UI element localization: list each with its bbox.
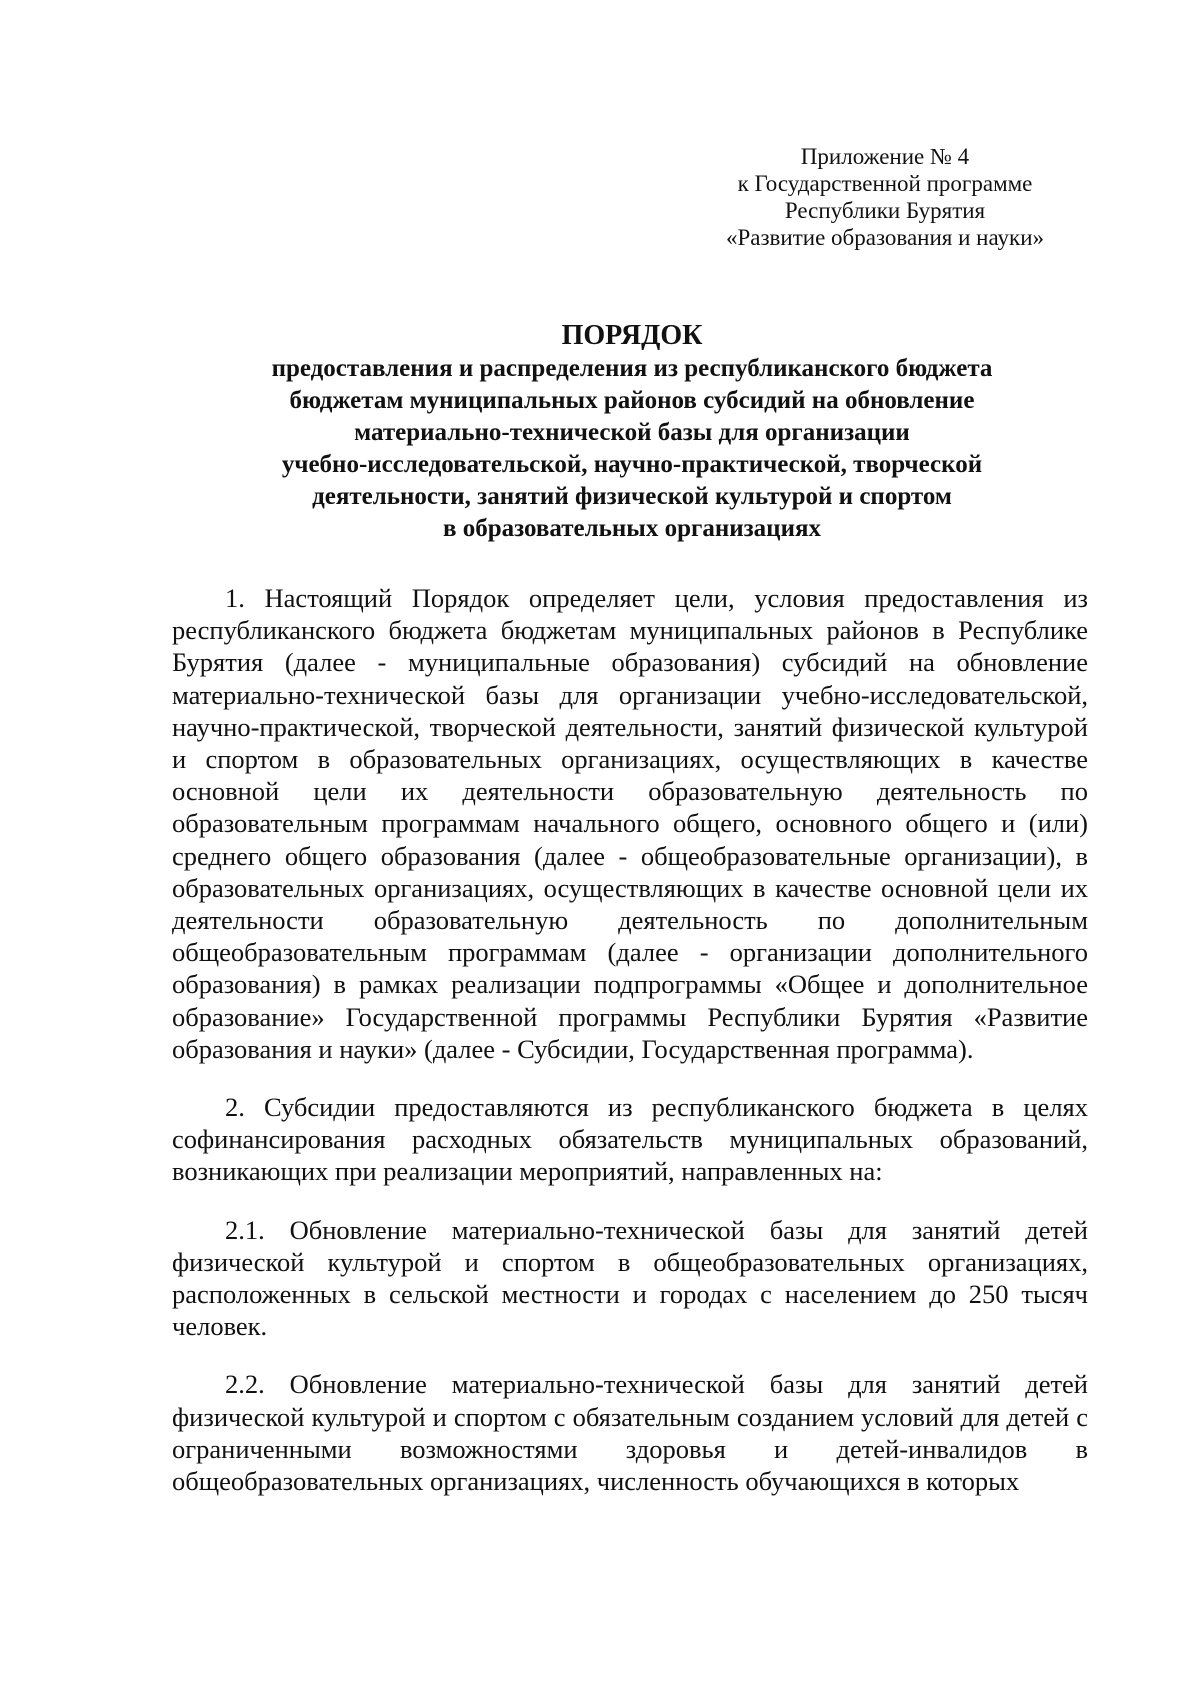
title-line: в образовательных организациях <box>442 515 822 542</box>
paragraph-2-2: 2.2. Обновление материально-технической базы для занятий детей физической культурой и спортом с обязательным созданием условий для детей с ограниченными возможностями здоровья и детей-инвалидов в общеобразовательных организациях, численность обучающихся в которых <box>172 1369 1088 1497</box>
document-title <box>172 319 1092 545</box>
title-line: материально-технической базы для организации <box>354 419 910 446</box>
title-line: бюджетам муниципальных районов субсидий на обновление <box>289 387 975 414</box>
title-line: учебно-исследовательской, научно-практической, творческой <box>281 451 983 478</box>
title-heading: ПОРЯДОК <box>561 320 703 351</box>
appendix-line: Приложение № 4 <box>800 144 970 169</box>
title-line: предоставления и распределения из республиканского бюджета <box>271 355 993 382</box>
paragraph-1: 1. Настоящий Порядок определяет цели, условия предоставления из республиканского бюджета бюджетам муниципальных районов в Республике Бурятия (далее - муниципальные образования) субсидий на обновление материально-технической базы для организации учебно-исследовательской, научно-практической, творческой деятельности, занятий физической культурой и спортом в образовательных организациях, осуществляющих в качестве основной цели их деятельности образовательную деятельность по образовательным программам начального общего, основного общего и (или) среднего общего образования (далее - общеобразовательные организации), в образовательных организациях, осуществляющих в качестве основной цели их деятельности образовательную деятельность по дополнительным общеобразовательным программам (далее - организации дополнительного образования) в рамках реализации подпрограммы «Общее и дополнительное образование» Государственной программы Республики Бурятия «Развитие образования и науки» (далее - Субсидии, Государственная программа). <box>172 583 1088 1064</box>
document-body <box>172 582 1088 1523</box>
appendix-reference <box>690 143 1080 251</box>
paragraph-2: 2. Субсидии предоставляются из республиканского бюджета в целях софинансирования расходных обязательств муниципальных образований, возникающих при реализации мероприятий, направленных на: <box>172 1092 1088 1187</box>
paragraph-2-1: 2.1. Обновление материально-технической базы для занятий детей физической культурой и спортом в общеобразовательных организациях, расположенных в сельской местности и городах с населением до 250 тысяч человек. <box>172 1214 1088 1342</box>
appendix-line: к Государственной программе <box>737 171 1033 196</box>
title-line: деятельности, занятий физической культурой и спортом <box>312 483 952 510</box>
appendix-line: Республики Бурятия <box>784 198 986 223</box>
appendix-line: «Развитие образования и науки» <box>725 225 1045 250</box>
